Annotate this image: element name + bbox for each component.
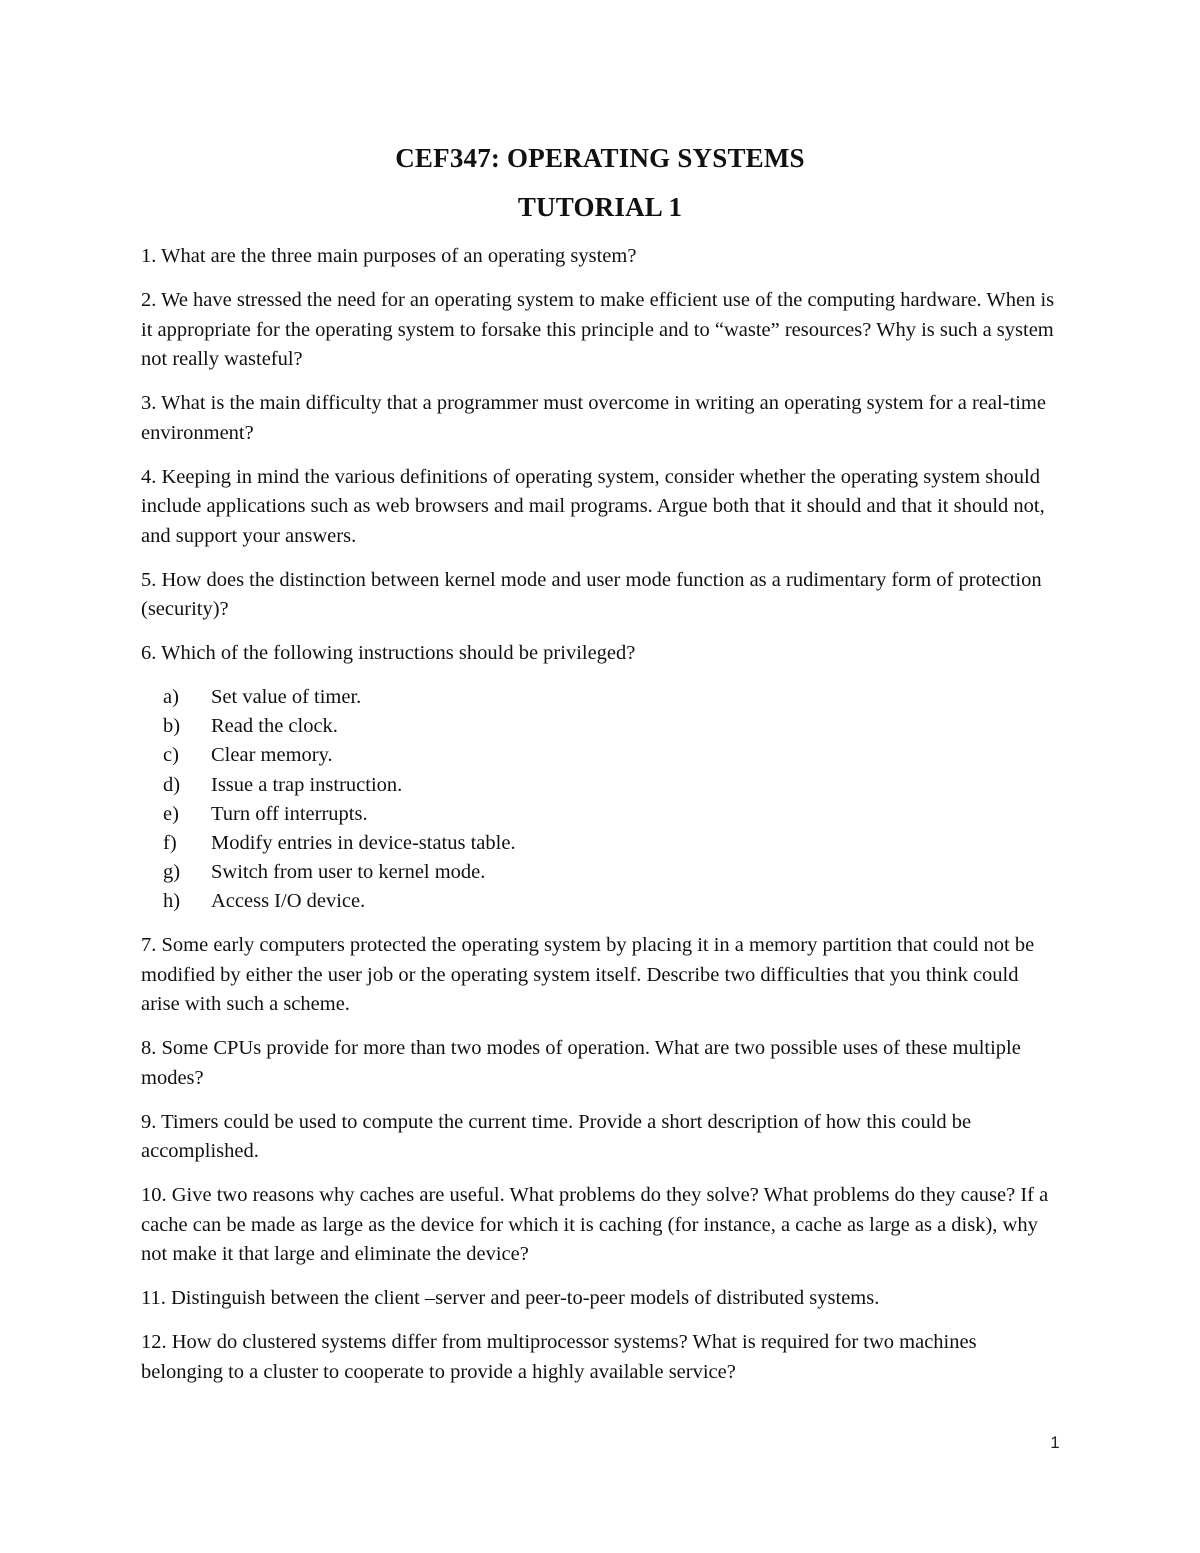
option-text: Turn off interrupts. (211, 802, 368, 825)
question-3: 3. What is the main difficulty that a programmer must overcome in writing an operating system for a real-time environment? (141, 392, 1046, 444)
question-12: 12. How do clustered systems differ from multiprocessor systems? What is required for two machines belonging to a cluster to cooperate to provide a highly available service? (141, 1331, 977, 1383)
question-10: 10. Give two reasons why caches are useful. What problems do they solve? What problems do they cause? If a cache can be made as large as the device for which it is caching (for instance, a cache as large as a disk), why not make it that large and eliminate the device? (141, 1184, 1049, 1266)
tutorial-heading: TUTORIAL 1 (517, 192, 683, 222)
option-label: e) (163, 802, 179, 825)
question-2: 2. We have stressed the need for an operating system to make efficient use of the computing hardware. When is it appropriate for the operating system to forsake this principle and to “waste” resources? Why is such a system not really wasteful? (141, 289, 1055, 370)
question-1: 1. What are the three main purposes of an operating system? (141, 245, 637, 267)
option-text: Read the clock. (211, 715, 338, 738)
question-8: 8. Some CPUs provide for more than two modes of operation. What are two possible uses of these multiple modes? (141, 1037, 1021, 1089)
option-label: g) (163, 861, 181, 884)
question-7: 7. Some early computers protected the operating system by placing it in a memory partition that could not be modified by either the user job or the operating system itself. Describe two difficulties that you think could arise with such a scheme. (141, 934, 1035, 1016)
option-text: Switch from user to kernel mode. (211, 861, 486, 884)
page-number: 1 (1050, 1433, 1060, 1452)
option-label: c) (163, 744, 179, 767)
question-5: 5. How does the distinction between kernel mode and user mode function as a rudimentary form of protection (security)? (141, 568, 1042, 620)
option-label: a) (163, 686, 179, 708)
option-text: Clear memory. (211, 744, 333, 767)
option-item (163, 771, 1061, 800)
option-text: Set value of timer. (211, 686, 362, 708)
option-item (163, 800, 1061, 829)
option-text: Issue a trap instruction. (211, 773, 403, 796)
option-item (163, 741, 1061, 770)
question-11: 11. Distinguish between the client –server and peer-to-peer models of distributed systems. (141, 1287, 880, 1310)
option-item (163, 887, 1061, 916)
option-item (163, 712, 1061, 741)
option-label: b) (163, 715, 181, 738)
question-4: 4. Keeping in mind the various definitions of operating system, consider whether the operating system should include applications such as web browsers and mail programs. Argue both that it should and that it should not, and support your answers. (141, 465, 1045, 547)
question-9: 9. Timers could be used to compute the current time. Provide a short description of how this could be accomplished. (141, 1110, 972, 1163)
question-list (141, 242, 1061, 1402)
document-title: CEF347: OPERATING SYSTEMS (395, 143, 805, 173)
option-label: h) (163, 890, 181, 913)
option-text: Modify entries in device-status table. (211, 832, 516, 855)
question-6: 6. Which of the following instructions should be privileged? (141, 642, 636, 664)
option-item (163, 829, 1061, 858)
option-text: Access I/O device. (211, 890, 366, 913)
option-label: d) (163, 773, 181, 796)
option-item (163, 683, 1061, 712)
option-list (141, 683, 1061, 917)
option-label: f) (163, 832, 177, 855)
option-item (163, 858, 1061, 887)
